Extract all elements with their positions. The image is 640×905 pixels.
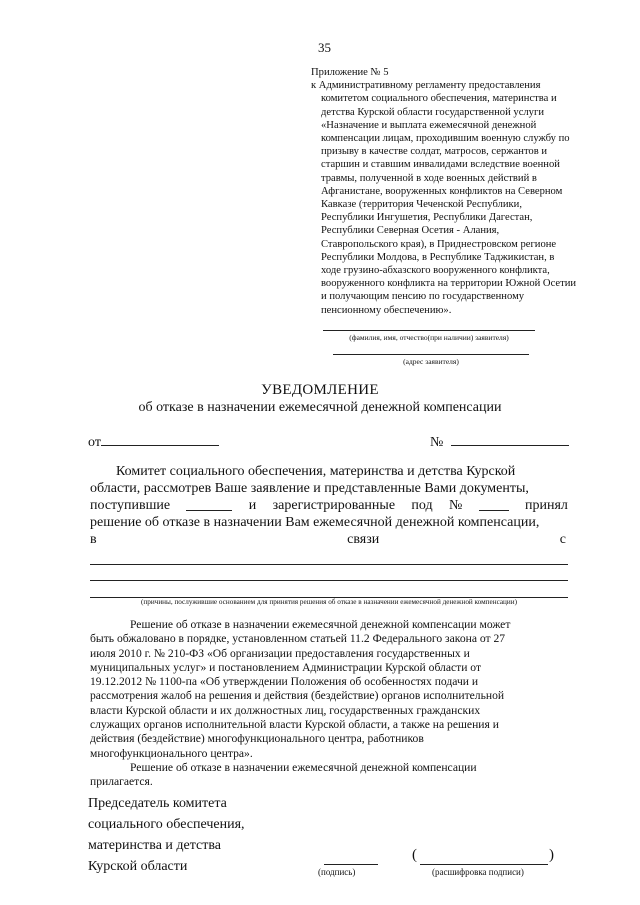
appendix-line: компенсации лицам, проходившим военную службу по [321,133,570,145]
paragraph-line: 19.12.2012 № 1100-па «Об утверждении Положения об особенностях подачи и [90,675,479,689]
appeal-paragraph [90,618,568,790]
paragraph-line: решение об отказе в назначении Вам ежемесячной денежной компенсации, [90,515,540,530]
appendix-line: старшин и ставшим инвалидами вследствие военной [321,159,560,171]
appendix-line: и получающим пенсию по государственному [321,291,525,303]
appendix-line: травмы, полученной в ходе военных действий в [321,172,537,184]
appendix-line: Республики Молдова, в Республике Таджикистан, в [321,251,555,263]
date-row [88,432,219,451]
appendix-line: пенсионному обеспечению». [321,304,452,316]
paragraph-line: многофункционального центра». [90,746,253,760]
paragraph-line [90,497,568,514]
appendix-line: ходе грузино-абхазского вооруженного конфликта, [321,265,550,277]
signer-line: Председатель комитета [88,796,227,811]
signer-line: материнства и детства [88,838,221,853]
decoding-caption: (расшифровка подписи) [432,867,524,877]
word: под [411,498,433,513]
paragraph-line: быть обжаловано в порядке, установленном статьей 11.2 Федерального закона от 27 [90,632,506,646]
appendix-line: Республики Ингушетия, Республики Дагестан, [321,212,533,224]
number-row [430,432,569,451]
paragraph-line [90,531,568,548]
document-title: УВЕДОМЛЕНИЕ [261,382,379,398]
word: с [559,532,566,547]
paragraph-line: Решение об отказе в назначении ежемесячной денежной компенсации [130,760,477,774]
received-date-field[interactable] [186,497,232,511]
date-field[interactable] [101,432,219,446]
appendix-line: Кавказе (территория Чеченской Республики, [321,199,522,211]
appendix-line: Ставропольского края), в Приднестровском регионе [321,238,557,250]
appendix-line: Афганистане, вооруженных конфликтов на Северном [321,185,563,197]
paragraph-line: Решение об отказе в назначении ежемесячной денежной компенсации может [130,618,511,631]
registration-number-field[interactable] [479,497,509,511]
reasons-line[interactable] [90,564,568,565]
applicant-address-field[interactable] [333,354,529,355]
appendix-line: детства Курской области государственной услуги [321,106,544,118]
appendix-line: вооруженного конфликта на территории Южной Осетии [321,278,577,290]
number-label: № [430,435,444,450]
paragraph-line: власти Курской области и их должностных лиц, государственных гражданских [90,703,481,717]
word: в [90,532,97,547]
from-label: от [88,435,101,450]
reasons-line[interactable] [90,580,568,581]
applicant-address-caption: (адрес заявителя) [403,357,459,366]
paragraph-line: июля 2010 г. № 210-ФЗ «Об организации предоставления государственных и [90,646,470,660]
signature-field[interactable] [324,864,378,865]
signature-caption: (подпись) [318,867,356,877]
signature-decoding-field[interactable] [420,864,548,865]
paragraph-line: Комитет социального обеспечения, материнства и детства Курской [116,464,516,479]
appendix-line: призыву в качестве солдат, матросов, сержантов и [321,146,548,158]
word: поступившие [90,498,171,513]
number-field[interactable] [451,432,569,446]
paragraph-line: рассмотрения жалоб на решения и действия (бездействие) органов исполнительной [90,689,505,703]
paren-open: ( [412,847,417,863]
word: и [248,498,257,513]
word: № [448,498,463,513]
paragraph-line: муниципальных услуг» и постановлением Администрации Курской области от [90,660,482,674]
appendix-line: «Назначение и выплата ежемесячной денежной [321,119,537,131]
document-subtitle: об отказе в назначении ежемесячной денежной компенсации [138,400,502,415]
signer-block [88,793,245,877]
word: связи [347,532,380,547]
paragraph-line: прилагается. [90,775,153,789]
page-number: 35 [318,40,331,55]
applicant-name-caption: (фамилия, имя, отчество(при наличии) заявителя) [349,333,509,342]
appendix-line: комитетом социального обеспечения, материнства и [321,93,557,105]
paren-close: ) [549,847,554,863]
word: принял [525,498,568,513]
appendix-header [311,66,603,317]
decision-paragraph [90,463,568,548]
paragraph-line: области, рассмотрев Ваше заявление и представленные Вами документы, [90,481,529,496]
word: зарегистрированные [272,498,396,513]
paragraph-line: служащих органов исполнительной власти Курской области, а также на решения и [90,718,499,732]
signer-line: социального обеспечения, [88,817,245,832]
reasons-caption: (причины, послужившие основанием для принятия решения об отказе в назначении ежемесячной денежной компенсации) [141,598,517,606]
appendix-line: к Административному регламенту предоставления [311,80,541,92]
paragraph-line: действия (бездействие) многофункционального центра, работников [90,732,424,746]
applicant-name-field[interactable] [323,330,535,331]
appendix-line: Республики Северная Осетия - Алания, [321,225,500,237]
signer-line: Курской области [88,859,188,874]
appendix-line: Приложение № 5 [311,67,389,78]
